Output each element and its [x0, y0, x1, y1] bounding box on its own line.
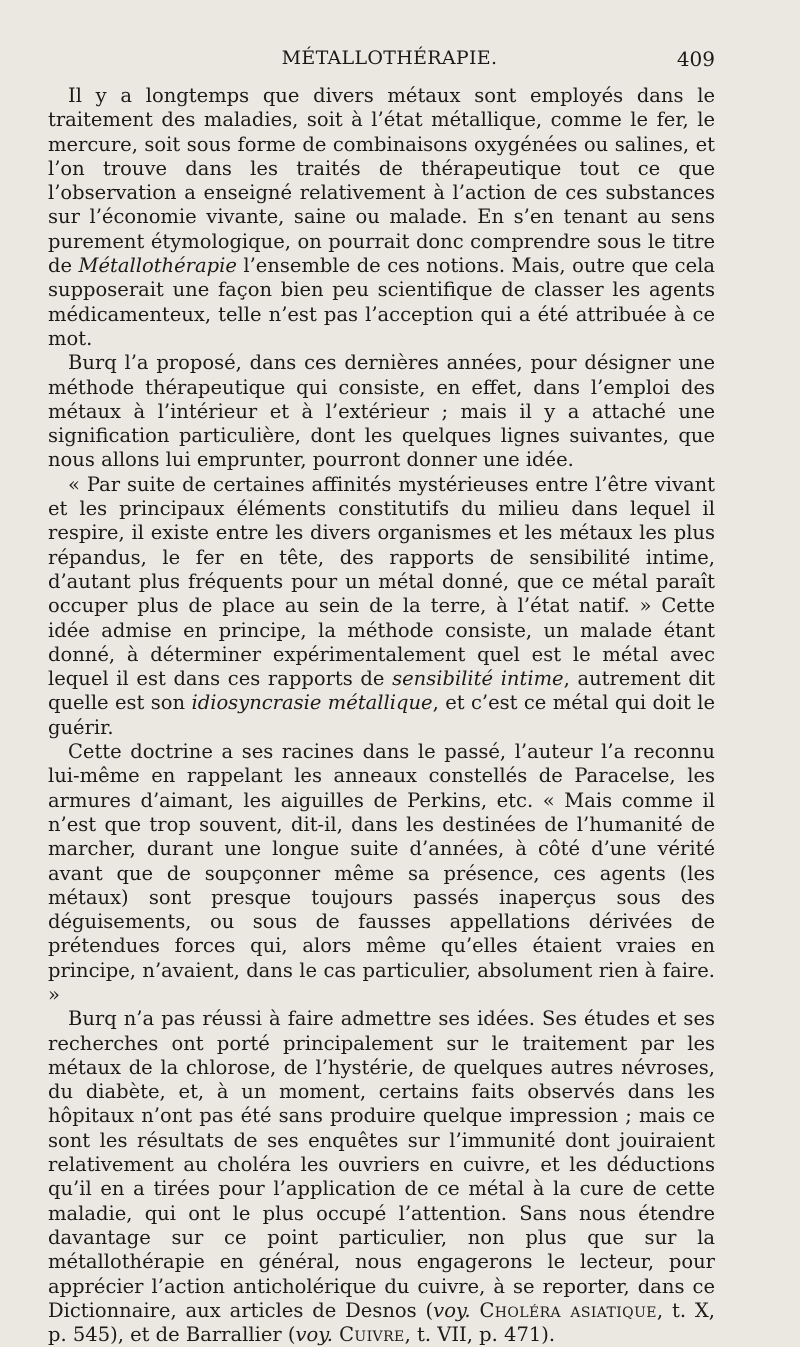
paragraph-4-text: Cette doctrine a ses racines dans le passé, l’auteur l’a reconnu lui-même en rappelant les anneaux constellés de Paracelse, les armures d’aimant, les aiguilles de Perkins, etc. « Mais comme il n’est que trop souvent, dit-il, dans les destinées de l’humanité de marcher, durant une longue suite d’années, à côté d’une vérité avant que de soupçonner même sa présence, ces agents (les métaux) sont presque toujours passés inaperçus sous des déguisements, ou sous de fausses appellations dérivées de prétendues forces qui, alors même qu’elles étaient vraies en principe, n’avaient, dans le cas particulier, absolument rien à faire. » [48, 740, 715, 1006]
paragraph-1 [48, 84, 715, 351]
term-sensibilite-intime: sensibilité intime [392, 667, 564, 691]
paragraph-4 [48, 740, 715, 1007]
paragraph-5 [48, 1007, 715, 1347]
paragraph-2-text: Burq l’a proposé, dans ces dernières années, pour désigner une méthode thérapeutique qui consiste, en effet, dans l’emploi des métaux à l’intérieur et à l’extérieur ; mais il y a attaché une signification particulière, dont les quelques lignes suivantes, que nous allons lui emprunter, pourront donner une idée. [48, 351, 715, 472]
paragraph-3-text-c: , autrement dit quelle est son [48, 667, 715, 715]
paragraph-5-text-a: Burq n’a pas réussi à faire admettre ses idées. Ses études et ses recherches ont porté principalement sur le traitement par les métaux de la chlorose, de l’hystérie, de quelques autres névroses, du diabète, et, à un moment, certains faits observés dans les hôpitaux n’ont pas été sans produire quelque impression ; mais ce sont les résultats de ses enquêtes sur l’immunité dont jouiraient relativement au choléra les ouvriers en cuivre, et les déductions qu’il en a tirées pour l’application de ce métal à la cure de cette maladie, qui ont le plus occupé l’attention. Sans nous étendre davantage sur ce point particulier, non plus que sur la métallothérapie en général, nous engagerons le lecteur, pour apprécier l’action anticholérique du cuivre, à se reporter, dans ce Dictionnaire, aux articles de Desnos ( [48, 1007, 715, 1322]
paragraph-1-text-c: l’ensemble de ces notions. Mais, outre que cela supposerait une façon bien peu scientifique de classer les agents médicamenteux, telle n’est pas l’acception qui a été attribuée à ce mot. [48, 254, 715, 350]
voy-abbrev-2: voy. [295, 1323, 333, 1347]
paragraph-5-text-e: , t. X, p. 545), et de Barrallier ( [48, 1298, 716, 1347]
paragraph-3-text-e: , et c’est ce métal qui doit le guérir. [48, 691, 715, 739]
body-text [48, 84, 715, 1347]
running-header [48, 47, 715, 75]
term-idiosyncrasie-metallique: idiosyncrasie métallique [191, 691, 433, 715]
voy-abbrev-1: voy. [433, 1298, 471, 1322]
paragraph-1-text-a: Il y a longtemps que divers métaux sont employés dans le traitement des maladies, soit à l’état métallique, comme le fer, le mercure, soit sous forme de combinaisons oxygénées ou salines, et l’on trouve dans les traités de thérapeutique tout ce que l’observation a enseigné relativement à l’action de ces substances sur l’économie vivante, saine ou malade. En s’en tenant au sens purement étymologique, on pourrait donc comprendre sous le titre de [48, 84, 715, 278]
paragraph-2 [48, 351, 715, 472]
paragraph-3 [48, 473, 715, 740]
paragraph-3-text-a: « Par suite de certaines affinités mystérieuses entre l’être vivant et les principaux éléments constitutifs du milieu dans lequel il respire, il existe entre les divers organismes et les métaux les plus répandus, le fer en tête, des rapports de sensibilité intime, d’autant plus fréquents pour un métal donné, que ce métal paraît occuper plus de place au sein de la terre, à l’état natif. » Cette idée admise en principe, la méthode consiste, un malade étant donné, à déterminer expérimentalement quel est le métal avec lequel il est dans ces rapports de [48, 472, 715, 691]
paragraph-5-text-i: , t. VII, p. 471). [404, 1323, 556, 1347]
running-title: MÉTALLOTHÉRAPIE. [281, 47, 498, 69]
term-metallotherapie: Métallothérapie [78, 254, 237, 278]
ref-cuivre: Cuivre [339, 1323, 405, 1347]
ref-cholera-asiatique: Choléra asiatique [479, 1298, 657, 1322]
page-number: 409 [676, 47, 715, 71]
